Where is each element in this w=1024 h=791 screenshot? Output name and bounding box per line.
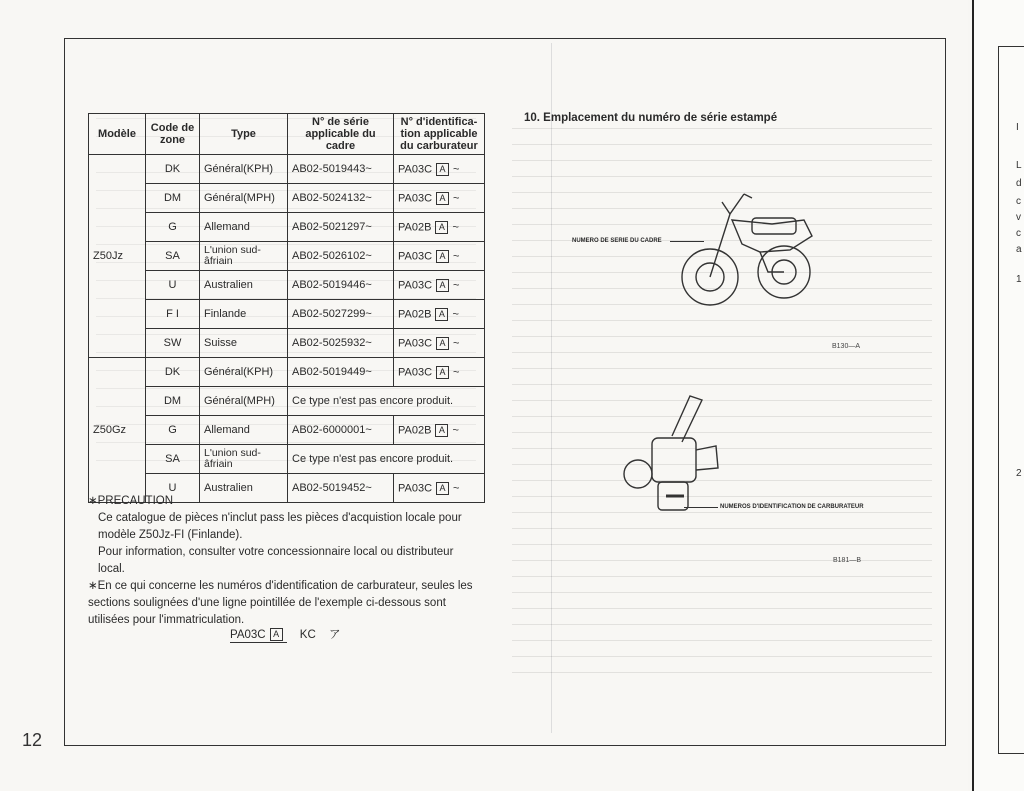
carb-id-cell xyxy=(394,416,485,445)
table-row xyxy=(89,445,485,474)
carb-tail: ~ xyxy=(453,481,460,494)
next-page-char: 2 xyxy=(1016,468,1022,479)
box-mark-icon: A xyxy=(435,308,448,321)
not-produced-cell: Ce type n'est pas encore produit. xyxy=(288,387,485,416)
note-paragraph-3: ∗En ce qui concerne les numéros d'identification de carburateur, seules les sections soulignées d'une ligne pointillée de l'exemple ci-dessous sont utilisées pour l'immatriculation. xyxy=(88,580,473,626)
carb-tail: ~ xyxy=(452,307,459,320)
zone-cell: DK xyxy=(146,358,200,387)
carb-callout-line xyxy=(684,507,718,508)
type-cell: Allemand xyxy=(200,416,288,445)
next-page-char: c xyxy=(1016,228,1021,239)
box-mark-icon: A xyxy=(436,337,449,350)
next-page-char: d xyxy=(1016,178,1022,189)
carb-code: PA03C xyxy=(398,336,433,349)
type-cell: L'union sud-âfriain xyxy=(200,242,288,271)
carb-tail: ~ xyxy=(453,162,460,175)
carb-tail: ~ xyxy=(453,278,460,291)
header-carb-id: N° d'identifica-tion applicable du carburateur xyxy=(394,114,485,155)
frame-serial-cell: AB02-5019449~ xyxy=(288,358,394,387)
carb-code: PA03C xyxy=(398,365,433,378)
zone-cell: U xyxy=(146,474,200,503)
header-frame-serial: N° de série applicable du cadre xyxy=(288,114,394,155)
next-page-char: L xyxy=(1016,160,1022,171)
box-mark-icon: A xyxy=(435,424,448,437)
note-title: ∗PRECAUTION xyxy=(88,495,174,507)
zone-cell: G xyxy=(146,213,200,242)
type-cell: Général(KPH) xyxy=(200,155,288,184)
table-header-row xyxy=(89,114,485,155)
note-paragraph-1: Ce catalogue de pièces n'inclut pass les pièces d'acquistion locale pour modèle Z50Jz-FI (Finlande). xyxy=(98,512,462,541)
carb-code: PA02B xyxy=(398,423,432,436)
type-cell: Général(MPH) xyxy=(200,184,288,213)
header-type: Type xyxy=(200,114,288,155)
frame-serial-cell: AB02-5025932~ xyxy=(288,329,394,358)
table-row xyxy=(89,155,485,184)
box-mark-icon: A xyxy=(270,628,283,641)
precaution-note xyxy=(88,493,483,629)
zone-cell: SA xyxy=(146,242,200,271)
carb-tail: ~ xyxy=(453,365,460,378)
example-code: PA03C A xyxy=(230,629,287,643)
box-mark-icon: A xyxy=(436,279,449,292)
zone-cell: DK xyxy=(146,155,200,184)
table-row xyxy=(89,358,485,387)
carb-id-cell xyxy=(394,213,485,242)
type-cell: Finlande xyxy=(200,300,288,329)
carb-code: PA03C xyxy=(398,249,433,262)
table-row xyxy=(89,271,485,300)
type-cell: Allemand xyxy=(200,213,288,242)
carb-tail: ~ xyxy=(453,249,460,262)
table-row xyxy=(89,184,485,213)
header-model: Modèle xyxy=(89,114,146,155)
box-mark-icon: A xyxy=(436,163,449,176)
table-row xyxy=(89,242,485,271)
frame-serial-cell: AB02-5026102~ xyxy=(288,242,394,271)
type-cell: Suisse xyxy=(200,329,288,358)
carburetor-illustration xyxy=(616,388,726,524)
serial-number-table xyxy=(88,113,485,503)
note-paragraph-2: Pour information, consulter votre concessionnaire local ou distributeur local. xyxy=(98,546,454,575)
table-row xyxy=(89,416,485,445)
frame-serial-cell: AB02-5019446~ xyxy=(288,271,394,300)
carb-tail: ~ xyxy=(452,220,459,233)
box-mark-icon: A xyxy=(436,366,449,379)
carb-id-cell xyxy=(394,155,485,184)
box-mark-icon: A xyxy=(436,250,449,263)
next-page-char: 1 xyxy=(1016,274,1022,285)
carb-id-callout: NUMEROS D'IDENTIFICATION DE CARBURATEUR xyxy=(720,504,864,510)
not-produced-cell: Ce type n'est pas encore produit. xyxy=(288,445,485,474)
zone-cell: U xyxy=(146,271,200,300)
next-page-edge xyxy=(972,0,1024,791)
box-mark-icon: A xyxy=(435,221,448,234)
type-cell: L'union sud-âfriain xyxy=(200,445,288,474)
frame-serial-cell: AB02-5019452~ xyxy=(288,474,394,503)
frame-figure-number: B130—A xyxy=(832,343,861,350)
carb-tail: ~ xyxy=(453,191,460,204)
frame-callout-line xyxy=(670,241,704,242)
next-page-char: a xyxy=(1016,244,1022,255)
motorcycle-illustration xyxy=(672,180,832,320)
carb-code: PA03C xyxy=(398,162,433,175)
model-cell: Z50Jz xyxy=(89,155,146,358)
frame-serial-cell: AB02-6000001~ xyxy=(288,416,394,445)
carb-tail: ~ xyxy=(453,336,460,349)
model-cell: Z50Gz xyxy=(89,358,146,503)
next-page-char: c xyxy=(1016,196,1021,207)
carb-figure-number: B181—B xyxy=(833,557,862,564)
zone-cell: G xyxy=(146,416,200,445)
zone-cell: SA xyxy=(146,445,200,474)
next-page-char: v xyxy=(1016,212,1021,223)
type-cell: Général(KPH) xyxy=(200,358,288,387)
carb-code: PA02B xyxy=(398,220,432,233)
zone-cell: F I xyxy=(146,300,200,329)
carb-id-cell xyxy=(394,242,485,271)
carb-id-cell xyxy=(394,271,485,300)
carb-id-cell xyxy=(394,358,485,387)
page-number: 12 xyxy=(22,730,43,750)
type-cell: Australien xyxy=(200,474,288,503)
frame-serial-cell: AB02-5024132~ xyxy=(288,184,394,213)
carb-id-example xyxy=(230,626,340,642)
carb-tail: ~ xyxy=(452,423,459,436)
table-row xyxy=(89,213,485,242)
example-suffix: ア xyxy=(328,629,341,641)
table-row xyxy=(89,329,485,358)
carb-code: PA03C xyxy=(398,278,433,291)
section-title: 10. Emplacement du numéro de série estampé xyxy=(524,112,778,124)
carb-code: PA03C xyxy=(398,481,433,494)
example-kc: KC xyxy=(299,629,316,641)
next-page-frame xyxy=(998,46,1024,754)
box-mark-icon: A xyxy=(436,192,449,205)
carb-id-cell xyxy=(394,329,485,358)
frame-serial-callout: NUMERO DE SERIE DU CADRE xyxy=(572,238,662,244)
frame-serial-cell: AB02-5019443~ xyxy=(288,155,394,184)
type-cell: Australien xyxy=(200,271,288,300)
carb-code: PA03C xyxy=(398,191,433,204)
zone-cell: SW xyxy=(146,329,200,358)
carb-code: PA02B xyxy=(398,307,432,320)
box-mark-icon: A xyxy=(436,482,449,495)
table-row xyxy=(89,387,485,416)
frame-serial-cell: AB02-5021297~ xyxy=(288,213,394,242)
frame-serial-cell: AB02-5027299~ xyxy=(288,300,394,329)
carb-id-cell xyxy=(394,184,485,213)
zone-cell: DM xyxy=(146,387,200,416)
zone-cell: DM xyxy=(146,184,200,213)
type-cell: Général(MPH) xyxy=(200,387,288,416)
header-zone: Code de zone xyxy=(146,114,200,155)
carb-id-cell xyxy=(394,300,485,329)
next-page-char: I xyxy=(1016,122,1019,133)
table-row xyxy=(89,300,485,329)
